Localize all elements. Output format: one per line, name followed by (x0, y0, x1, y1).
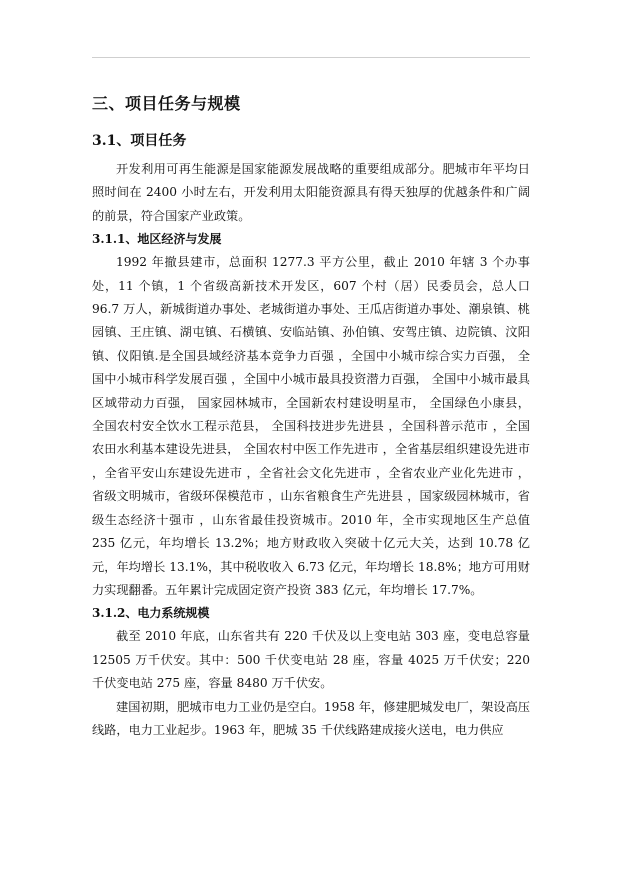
section-heading-3-1: 3.1、项目任务 (92, 133, 187, 149)
section-3-1-2-paragraph-2: 建国初期，肥城市电力工业仍是空白。1958 年，修建肥城发电厂，架设高压线路，电力工业起步。1963 年，肥城 35 千伏线路建成接火送电，电力供应 (92, 699, 530, 737)
section-3-1-2-paragraph-1: 截至 2010 年底，山东省共有 220 千伏及以上变电站 303 座，变电总容量 12505 万千伏安。其中：500 千伏变电站 28 座，容量 4025 万千伏安；220 千伏变电站 275 座，容量 8480 万千伏安。 (92, 629, 530, 691)
section-heading-3-1-2: 3.1.2、电力系统规模 (92, 606, 210, 621)
header-rule (92, 57, 530, 58)
chapter-heading: 三、项目任务与规模 (92, 94, 241, 113)
section-3-1-1-paragraph: 1992 年撤县建市，总面积 1277.3 平方公里，截止 2010 年辖 3 个办事处，11 个镇，1 个省级高新技术开发区，607 个村（居）民委员会，总人口 96.7 万人，新城街道办事处、老城街道办事处、王瓜店街道办事处、潮泉镇、桃园镇、王庄镇、湖屯镇、石横镇、安临站镇、孙伯镇、安驾庄镇、边院镇、汶阳镇、仪阳镇.是全国县域经济基本竞争力百强 ，全国中小城市综合实力百强， 全国中小城市科学发展百强 ，全国中小城市最具投资潜力百强， 全国中小城市最具区域带动力百强， 国家园林城市，全国新农村建设明星市， 全国绿色小康县， 全国农村安全饮水工程示范县， 全国科技进步先进县 ，全国科普示范市 ，全国农田水利基本建设先进县， 全国农村中医工作先进市 ，全省基层组织建设先进市 ，全省平安山东建设先进市 ，全省社会文化先进市 ，全省农业产业化先进市 ，省级文明城市，省级环保模范市 ，山东省粮食生产先进县 ，国家级园林城市，省级生态经济十强市 ，山东省最佳投资城市。2010 年，全市实现地区生产总值 235 亿元，年均增长 13.2%；地方财政收入突破十亿元大关，达到 10.78 亿元，年均增长 13.1%，其中税收收入 6.73 亿元，年均增长 18.8%；地方可用财力实现翻番。五年累计完成固定资产投资 383 亿元，年均增长 17.7%。 (92, 255, 530, 597)
section-heading-3-1-1: 3.1.1、地区经济与发展 (92, 232, 222, 247)
document-body (92, 92, 530, 742)
section-3-1-paragraph: 开发利用可再生能源是国家能源发展战略的重要组成部分。肥城市年平均日照时间在 2400 小时左右，开发利用太阳能资源具有得天独厚的优越条件和广阔的前景，符合国家产业政策。 (92, 162, 530, 223)
